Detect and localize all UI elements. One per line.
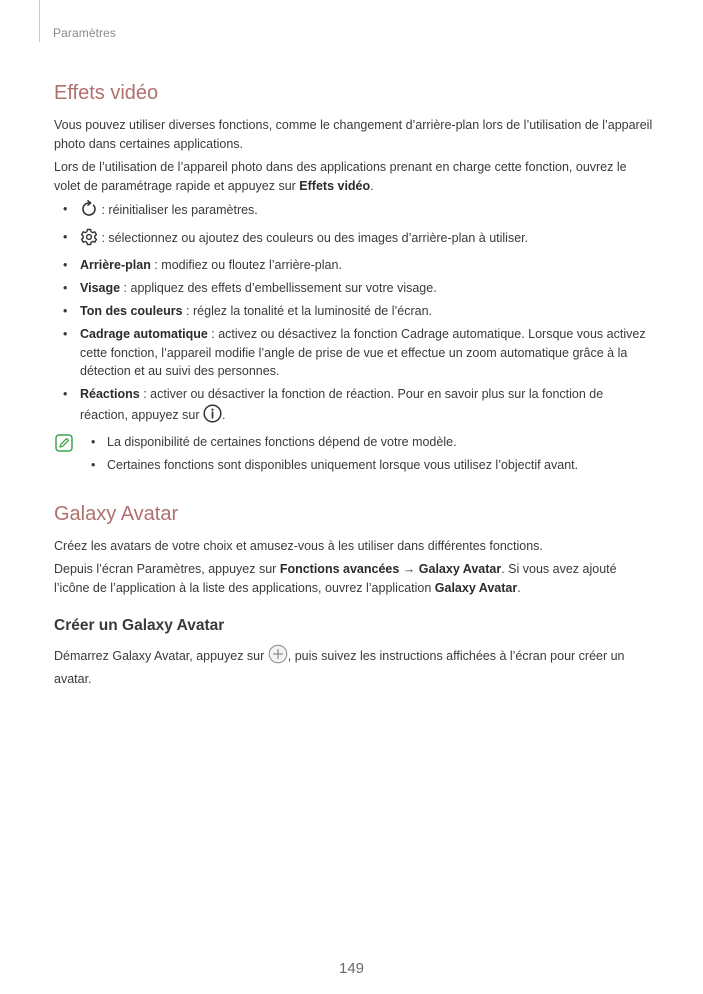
page-content [54,80,654,693]
reset-icon [80,200,98,224]
list-item [54,279,654,298]
info-icon [203,404,222,429]
create-avatar-text [54,644,654,688]
create-text: Démarrez Galaxy Avatar, appuyez sur [54,649,268,663]
path-advanced-features: Fonctions avancées [279,562,400,576]
path-text: Depuis l’écran Paramètres, appuyez sur [54,562,280,576]
list-item [54,200,654,224]
list-item [54,385,654,428]
note-item: • Certaines fonctions sont disponibles uniquement lorsque vous utilisez l’objectif avant. [80,456,654,475]
galaxy-avatar-path [54,560,654,597]
video-effects-instructions [54,158,654,195]
page-number: 149 [338,960,365,977]
list-item-text: : réglez la tonalité et la luminosité de l’écran. [182,304,433,318]
note-item: • La disponibilité de certaines fonctions dépend de votre modèle. [80,433,654,452]
list-item-text: : activer ou désactiver la fonction de réaction. Pour en savoir plus sur la fonction de réaction, appuyez sur [80,387,604,422]
path-text-mid: . Si vous avez ajouté l’icône de l’application à la liste des applications, ouvrez l’application [54,562,617,595]
create-text-end: , puis suivez les instructions affichées à l’écran pour créer un avatar. [54,649,625,686]
video-effects-list [54,200,654,428]
list-item-text: : réinitialiser les paramètres. [98,203,258,217]
path-galaxy-avatar: Galaxy Avatar [418,562,502,576]
settings-gear-icon [80,228,98,252]
term-face: Visage [80,281,121,295]
instr-bold: Effets vidéo [299,178,371,193]
note-list [80,433,654,475]
video-effects-intro: Vous pouvez utiliser diverses fonctions, comme le changement d’arrière-plan lors de l’utilisation de l’appareil photo dans certaines applications. [54,118,653,151]
instr-text: Lors de l’utilisation de l’appareil photo dans des applications prenant en charge cette fonction, ouvrez le volet de paramétrage rapide et appuyez sur [54,160,627,193]
list-item-text: : sélectionnez ou ajoutez des couleurs ou des images d’arrière-plan à utiliser. [98,231,529,245]
list-item-text: : activez ou désactivez la fonction Cadrage automatique. Lorsque vous activez cette fonction, l’appareil modifie l’angle de prise de vue et effectue un zoom automatique grâce à la détection et au suivi des personnes. [80,327,646,378]
list-item-text: : appliquez des effets d’embellissement sur votre visage. [120,281,437,295]
term-auto-framing: Cadrage automatique [80,327,208,341]
list-item [54,302,654,321]
list-item [54,256,654,275]
list-item-text: : modifiez ou floutez l’arrière-plan. [150,258,342,272]
note-pencil-icon [55,434,73,457]
section-title-galaxy-avatar: Galaxy Avatar [54,502,179,525]
list-item-end: . [222,407,226,422]
path-app-name: Galaxy Avatar [434,580,518,595]
note-box [54,433,654,475]
running-header: Paramètres [53,26,117,40]
term-background: Arrière-plan [80,258,151,272]
subsection-title-create-avatar: Créer un Galaxy Avatar [54,617,225,634]
term-reactions: Réactions [80,387,140,401]
section-title-video-effects: Effets vidéo [54,82,159,104]
path-end: . [517,580,521,595]
header-divider [39,0,40,42]
list-item [54,325,654,381]
list-item [54,228,654,252]
add-circle-icon [268,644,288,670]
term-color-tone: Ton des couleurs [80,304,183,318]
galaxy-avatar-intro: Créez les avatars de votre choix et amusez-vous à les utiliser dans différentes fonctions. [54,538,543,553]
path-arrow: → [399,562,419,576]
instr-end: . [370,178,374,193]
